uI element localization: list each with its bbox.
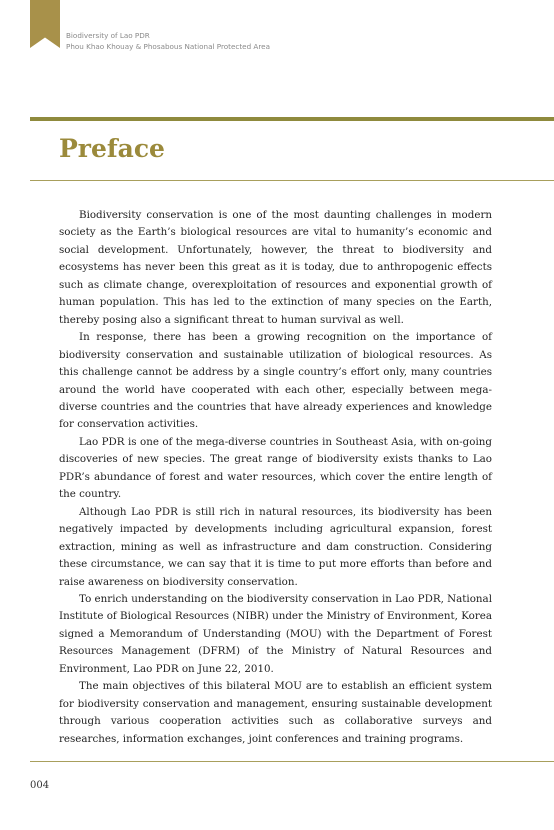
title-top-rule (30, 117, 554, 121)
header-line-1: Biodiversity of Lao PDR (66, 31, 150, 40)
paragraph-4: Although Lao PDR is still rich in natural resources, its biodiversity has been negatively impacted by developments including agricultural expansion, forest extraction, mining as well as infrastructure and dam construction. Considering these circumstance, we can say that it is time to put more efforts than before and raise awareness on biodiversity conservation. (59, 505, 492, 588)
paragraph-3: Lao PDR is one of the mega-diverse countries in Southeast Asia, with on-going discoveries of new species. The great range of biodiversity exists thanks to Lao PDR’s abundance of forest and water resources, which cover the entire length of the country. (59, 435, 492, 501)
paragraph-1: Biodiversity conservation is one of the most daunting challenges in modern society as the Earth’s biological resources are vital to humanity’s economic and social development. Unfortunately, however, the threat to biodiversity and ecosystems has never been this great as it is today, due to anthropogenic effects such as climate change, overexploitation of resources and exponential growth of human population. This has led to the extinction of many species on the Earth, thereby posing also a significant threat to human survival as well. (59, 209, 492, 326)
preface-body (59, 207, 492, 748)
running-header (66, 30, 270, 52)
page-number: 004 (30, 780, 50, 791)
footer-rule (30, 761, 554, 762)
bookmark-ribbon (30, 0, 60, 48)
paragraph-2: In response, there has been a growing recognition on the importance of biodiversity conservation and sustainable utilization of biological resources. As this challenge cannot be address by a single country’s effort only, many countries around the world have cooperated with each other, especially between mega-diverse countries and the countries that have already experiences and knowledge for conservation activities. (59, 331, 492, 431)
header-line-2: Phou Khao Khouay & Phosabous National Protected Area (66, 42, 270, 51)
paragraph-6: The main objectives of this bilateral MOU are to establish an efficient system for biodiversity conservation and management, ensuring sustainable development through various cooperation activities such as collaborative surveys and researches, information exchanges, joint conferences and training programs. (59, 680, 492, 745)
page-title: Preface (59, 134, 165, 163)
paragraph-5: To enrich understanding on the biodiversity conservation in Lao PDR, National Institute of Biological Resources (NIBR) under the Ministry of Environment, Korea signed a Memorandum of Understanding (MOU) with the Department of Forest Resources Management (DFRM) of the Ministry of Natural Resources and Environment, Lao PDR on June 22, 2010. (59, 592, 492, 675)
title-bottom-rule (30, 180, 554, 181)
